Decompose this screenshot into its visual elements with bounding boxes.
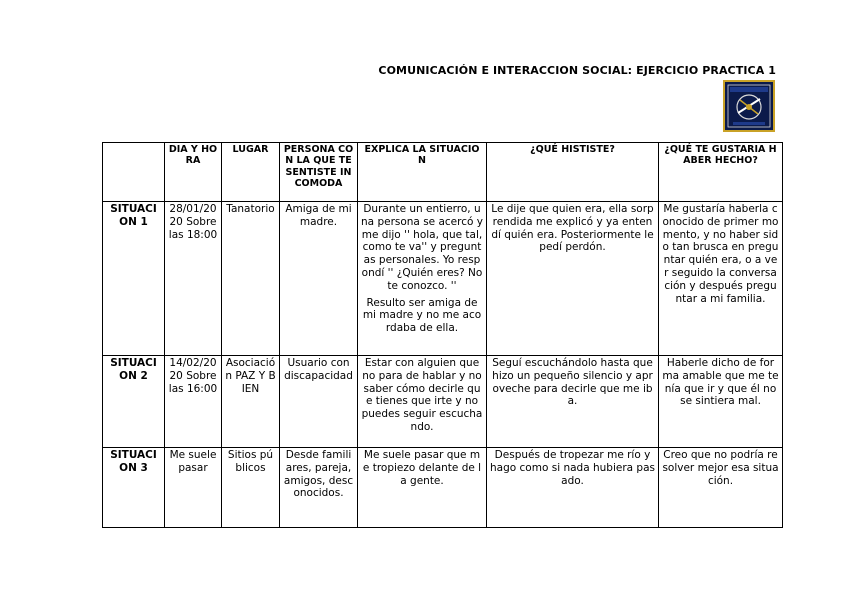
- table-row: [103, 202, 783, 356]
- situations-table: [102, 142, 783, 528]
- header-lugar: LUGAR: [222, 143, 280, 202]
- header-row: [103, 143, 783, 202]
- cell-dia-hora: 28/01/2020 Sobre las 18:00: [165, 202, 222, 356]
- cell-persona: Usuario con discapacidad: [280, 356, 358, 448]
- institution-crest-icon: [723, 80, 775, 132]
- cell-lugar: Sitios públicos: [222, 448, 280, 528]
- table-row: [103, 448, 783, 528]
- cell-persona: Desde familiares, pareja, amigos, desconocidos.: [280, 448, 358, 528]
- cell-dia-hora: 14/02/2020 Sobre las 16:00: [165, 356, 222, 448]
- row-label: SITUACION 2: [103, 356, 165, 448]
- cell-gustaria: Creo que no podría resolver mejor esa situación.: [659, 448, 783, 528]
- row-label: SITUACION 3: [103, 448, 165, 528]
- header-dia-hora: DIA Y HORA: [165, 143, 222, 202]
- document-title: COMUNICACIÓN E INTERACCION SOCIAL: EJERCICIO PRACTICA 1: [378, 64, 776, 77]
- table-row: [103, 356, 783, 448]
- header-explica: EXPLICA LA SITUACION: [358, 143, 487, 202]
- cell-explica: [358, 356, 487, 448]
- explica-paragraph: Resulto ser amiga de mi madre y no me acordaba de ella.: [362, 296, 482, 335]
- header-gustaria: ¿QUÉ TE GUSTARIA HABER HECHO?: [659, 143, 783, 202]
- cell-gustaria: Me gustaría haberla conocido de primer momento, y no haber sido tan brusca en preguntar quién era, o a ver seguido la conversación y después preguntar a mi familia.: [659, 202, 783, 356]
- explica-paragraph: Me suele pasar que me tropiezo delante de la gente.: [362, 449, 482, 487]
- header-cell-blank: [103, 143, 165, 202]
- explica-paragraph: Durante un entierro, una persona se acercó y me dijo '' hola, que tal, como te va'' y preguntas personales. Yo respondí '' ¿Quién eres? No te conozco. '': [361, 203, 483, 292]
- cell-dia-hora: Me suele pasar: [165, 448, 222, 528]
- cell-hiciste: Le dije que quien era, ella sorprendida me explicó y ya entendí quién era. Posteriormente le pedí perdón.: [487, 202, 659, 356]
- header-hiciste: ¿QUÉ HISTISTE?: [487, 143, 659, 202]
- cell-lugar: Tanatorio: [222, 202, 280, 356]
- row-label: SITUACION 1: [103, 202, 165, 356]
- cell-gustaria: Haberle dicho de forma amable que me tenía que ir y que él no se sintiera mal.: [659, 356, 783, 448]
- cell-hiciste: Seguí escuchándolo hasta que hizo un pequeño silencio y aproveche para decirle que me iba.: [487, 356, 659, 448]
- cell-hiciste: Después de tropezar me río y hago como si nada hubiera pasado.: [487, 448, 659, 528]
- cell-explica: [358, 448, 487, 528]
- cell-explica: [358, 202, 487, 356]
- cell-lugar: Asociación PAZ Y BIEN: [222, 356, 280, 448]
- cell-persona: Amiga de mi madre.: [280, 202, 358, 356]
- crest-graphic: [725, 82, 773, 130]
- explica-paragraph: Estar con alguien que no para de hablar y no saber cómo decirle que tienes que irte y no puedes seguir escuchando.: [361, 357, 483, 433]
- header-persona: PERSONA CON LA QUE TE SENTISTE INCOMODA: [280, 143, 358, 202]
